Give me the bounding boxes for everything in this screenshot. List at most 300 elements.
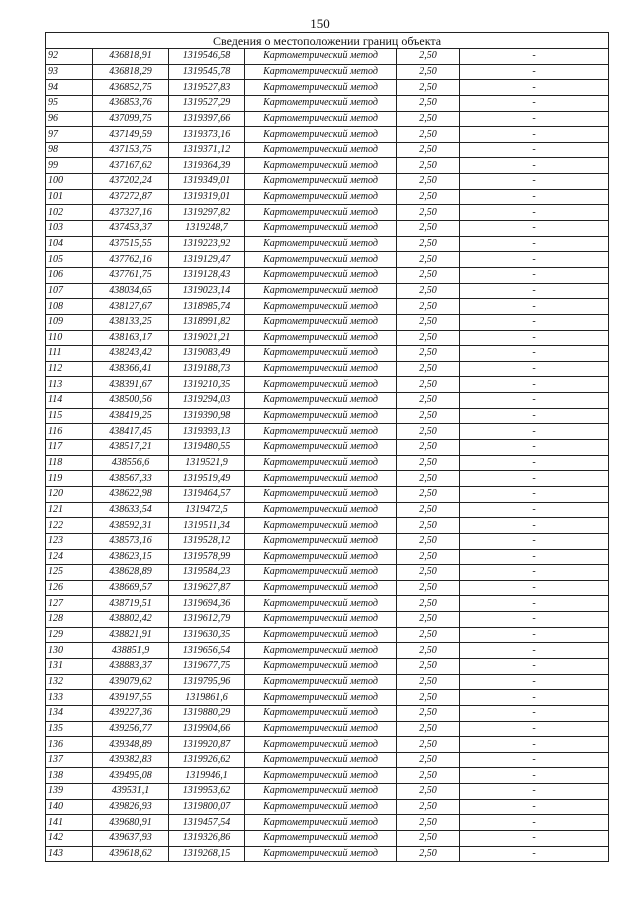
note-cell: - <box>460 236 609 252</box>
point-number-cell: 117 <box>46 440 93 456</box>
y-coordinate-cell: 1319297,82 <box>169 205 245 221</box>
point-number-cell: 122 <box>46 518 93 534</box>
y-coordinate-cell: 1319795,96 <box>169 674 245 690</box>
accuracy-cell: 2,50 <box>397 455 460 471</box>
x-coordinate-cell: 436853,76 <box>93 95 169 111</box>
y-coordinate-cell: 1319677,75 <box>169 658 245 674</box>
y-coordinate-cell: 1319223,92 <box>169 236 245 252</box>
point-number-cell: 92 <box>46 49 93 65</box>
accuracy-cell: 2,50 <box>397 815 460 831</box>
y-coordinate-cell: 1319464,57 <box>169 486 245 502</box>
x-coordinate-cell: 437762,16 <box>93 252 169 268</box>
table-title-row <box>46 33 609 49</box>
accuracy-cell: 2,50 <box>397 267 460 283</box>
method-cell: Картометрический метод <box>245 267 397 283</box>
point-number-cell: 118 <box>46 455 93 471</box>
point-number-cell: 136 <box>46 737 93 753</box>
accuracy-cell: 2,50 <box>397 831 460 847</box>
x-coordinate-cell: 438719,51 <box>93 596 169 612</box>
point-number-cell: 141 <box>46 815 93 831</box>
point-number-cell: 115 <box>46 408 93 424</box>
y-coordinate-cell: 1318991,82 <box>169 314 245 330</box>
accuracy-cell: 2,50 <box>397 80 460 96</box>
accuracy-cell: 2,50 <box>397 221 460 237</box>
x-coordinate-cell: 438573,16 <box>93 533 169 549</box>
point-number-cell: 113 <box>46 377 93 393</box>
accuracy-cell: 2,50 <box>397 549 460 565</box>
boundary-coordinates-table <box>45 32 609 862</box>
point-number-cell: 124 <box>46 549 93 565</box>
point-number-cell: 139 <box>46 784 93 800</box>
point-number-cell: 114 <box>46 393 93 409</box>
x-coordinate-cell: 438669,57 <box>93 580 169 596</box>
x-coordinate-cell: 438417,45 <box>93 424 169 440</box>
table-row <box>46 549 609 565</box>
accuracy-cell: 2,50 <box>397 377 460 393</box>
method-cell: Картометрический метод <box>245 768 397 784</box>
note-cell: - <box>460 314 609 330</box>
y-coordinate-cell: 1319472,5 <box>169 502 245 518</box>
y-coordinate-cell: 1318985,74 <box>169 299 245 315</box>
accuracy-cell: 2,50 <box>397 705 460 721</box>
y-coordinate-cell: 1319630,35 <box>169 627 245 643</box>
x-coordinate-cell: 439197,55 <box>93 690 169 706</box>
table-row <box>46 205 609 221</box>
note-cell: - <box>460 502 609 518</box>
method-cell: Картометрический метод <box>245 361 397 377</box>
y-coordinate-cell: 1319349,01 <box>169 174 245 190</box>
note-cell: - <box>460 455 609 471</box>
table-row <box>46 299 609 315</box>
table-row <box>46 784 609 800</box>
table-row <box>46 846 609 862</box>
y-coordinate-cell: 1319627,87 <box>169 580 245 596</box>
x-coordinate-cell: 438883,37 <box>93 658 169 674</box>
y-coordinate-cell: 1319397,66 <box>169 111 245 127</box>
note-cell: - <box>460 424 609 440</box>
table-row <box>46 533 609 549</box>
x-coordinate-cell: 437453,37 <box>93 221 169 237</box>
y-coordinate-cell: 1319904,66 <box>169 721 245 737</box>
method-cell: Картометрический метод <box>245 330 397 346</box>
method-cell: Картометрический метод <box>245 486 397 502</box>
x-coordinate-cell: 439079,62 <box>93 674 169 690</box>
y-coordinate-cell: 1319694,36 <box>169 596 245 612</box>
table-row <box>46 612 609 628</box>
accuracy-cell: 2,50 <box>397 486 460 502</box>
point-number-cell: 99 <box>46 158 93 174</box>
y-coordinate-cell: 1319129,47 <box>169 252 245 268</box>
x-coordinate-cell: 438623,15 <box>93 549 169 565</box>
method-cell: Картометрический метод <box>245 158 397 174</box>
y-coordinate-cell: 1319319,01 <box>169 189 245 205</box>
table-row <box>46 471 609 487</box>
accuracy-cell: 2,50 <box>397 768 460 784</box>
note-cell: - <box>460 846 609 862</box>
x-coordinate-cell: 439348,89 <box>93 737 169 753</box>
x-coordinate-cell: 438821,91 <box>93 627 169 643</box>
x-coordinate-cell: 438243,42 <box>93 346 169 362</box>
x-coordinate-cell: 439227,36 <box>93 705 169 721</box>
x-coordinate-cell: 438851,9 <box>93 643 169 659</box>
accuracy-cell: 2,50 <box>397 299 460 315</box>
point-number-cell: 95 <box>46 95 93 111</box>
x-coordinate-cell: 438419,25 <box>93 408 169 424</box>
table-row <box>46 455 609 471</box>
x-coordinate-cell: 438500,56 <box>93 393 169 409</box>
point-number-cell: 100 <box>46 174 93 190</box>
y-coordinate-cell: 1319584,23 <box>169 565 245 581</box>
point-number-cell: 130 <box>46 643 93 659</box>
table-row <box>46 565 609 581</box>
x-coordinate-cell: 438622,98 <box>93 486 169 502</box>
y-coordinate-cell: 1319926,62 <box>169 752 245 768</box>
table-row <box>46 690 609 706</box>
y-coordinate-cell: 1319578,99 <box>169 549 245 565</box>
note-cell: - <box>460 596 609 612</box>
point-number-cell: 102 <box>46 205 93 221</box>
point-number-cell: 94 <box>46 80 93 96</box>
point-number-cell: 138 <box>46 768 93 784</box>
x-coordinate-cell: 438628,89 <box>93 565 169 581</box>
note-cell: - <box>460 643 609 659</box>
table-row <box>46 596 609 612</box>
table-row <box>46 158 609 174</box>
x-coordinate-cell: 439618,62 <box>93 846 169 862</box>
method-cell: Картометрический метод <box>245 299 397 315</box>
method-cell: Картометрический метод <box>245 189 397 205</box>
note-cell: - <box>460 518 609 534</box>
note-cell: - <box>460 64 609 80</box>
point-number-cell: 129 <box>46 627 93 643</box>
x-coordinate-cell: 436818,29 <box>93 64 169 80</box>
x-coordinate-cell: 439680,91 <box>93 815 169 831</box>
y-coordinate-cell: 1319371,12 <box>169 142 245 158</box>
method-cell: Картометрический метод <box>245 393 397 409</box>
note-cell: - <box>460 80 609 96</box>
method-cell: Картометрический метод <box>245 690 397 706</box>
x-coordinate-cell: 438366,41 <box>93 361 169 377</box>
accuracy-cell: 2,50 <box>397 205 460 221</box>
table-row <box>46 314 609 330</box>
note-cell: - <box>460 49 609 65</box>
table-row <box>46 831 609 847</box>
table-row <box>46 142 609 158</box>
point-number-cell: 134 <box>46 705 93 721</box>
accuracy-cell: 2,50 <box>397 690 460 706</box>
method-cell: Картометрический метод <box>245 737 397 753</box>
note-cell: - <box>460 486 609 502</box>
y-coordinate-cell: 1319528,12 <box>169 533 245 549</box>
note-cell: - <box>460 221 609 237</box>
accuracy-cell: 2,50 <box>397 674 460 690</box>
table-row <box>46 502 609 518</box>
note-cell: - <box>460 158 609 174</box>
point-number-cell: 132 <box>46 674 93 690</box>
table-row <box>46 346 609 362</box>
accuracy-cell: 2,50 <box>397 752 460 768</box>
x-coordinate-cell: 437099,75 <box>93 111 169 127</box>
table-row <box>46 95 609 111</box>
accuracy-cell: 2,50 <box>397 95 460 111</box>
note-cell: - <box>460 205 609 221</box>
accuracy-cell: 2,50 <box>397 111 460 127</box>
accuracy-cell: 2,50 <box>397 158 460 174</box>
x-coordinate-cell: 438633,54 <box>93 502 169 518</box>
method-cell: Картометрический метод <box>245 49 397 65</box>
accuracy-cell: 2,50 <box>397 174 460 190</box>
note-cell: - <box>460 361 609 377</box>
point-number-cell: 108 <box>46 299 93 315</box>
point-number-cell: 121 <box>46 502 93 518</box>
y-coordinate-cell: 1319294,03 <box>169 393 245 409</box>
method-cell: Картометрический метод <box>245 721 397 737</box>
y-coordinate-cell: 1319364,39 <box>169 158 245 174</box>
point-number-cell: 131 <box>46 658 93 674</box>
accuracy-cell: 2,50 <box>397 49 460 65</box>
method-cell: Картометрический метод <box>245 674 397 690</box>
point-number-cell: 112 <box>46 361 93 377</box>
note-cell: - <box>460 533 609 549</box>
method-cell: Картометрический метод <box>245 831 397 847</box>
note-cell: - <box>460 580 609 596</box>
point-number-cell: 127 <box>46 596 93 612</box>
y-coordinate-cell: 1319880,29 <box>169 705 245 721</box>
note-cell: - <box>460 299 609 315</box>
note-cell: - <box>460 752 609 768</box>
page-number: 150 <box>310 16 330 31</box>
x-coordinate-cell: 437167,62 <box>93 158 169 174</box>
y-coordinate-cell: 1319511,34 <box>169 518 245 534</box>
table-row <box>46 408 609 424</box>
note-cell: - <box>460 815 609 831</box>
x-coordinate-cell: 437515,55 <box>93 236 169 252</box>
point-number-cell: 104 <box>46 236 93 252</box>
x-coordinate-cell: 437153,75 <box>93 142 169 158</box>
accuracy-cell: 2,50 <box>397 424 460 440</box>
method-cell: Картометрический метод <box>245 846 397 862</box>
note-cell: - <box>460 174 609 190</box>
point-number-cell: 116 <box>46 424 93 440</box>
point-number-cell: 143 <box>46 846 93 862</box>
method-cell: Картометрический метод <box>245 440 397 456</box>
table-row <box>46 580 609 596</box>
method-cell: Картометрический метод <box>245 658 397 674</box>
table-row <box>46 267 609 283</box>
y-coordinate-cell: 1319800,07 <box>169 799 245 815</box>
x-coordinate-cell: 438163,17 <box>93 330 169 346</box>
y-coordinate-cell: 1319373,16 <box>169 127 245 143</box>
accuracy-cell: 2,50 <box>397 346 460 362</box>
accuracy-cell: 2,50 <box>397 533 460 549</box>
x-coordinate-cell: 436852,75 <box>93 80 169 96</box>
note-cell: - <box>460 267 609 283</box>
x-coordinate-cell: 439826,93 <box>93 799 169 815</box>
accuracy-cell: 2,50 <box>397 471 460 487</box>
table-row <box>46 643 609 659</box>
note-cell: - <box>460 674 609 690</box>
point-number-cell: 101 <box>46 189 93 205</box>
point-number-cell: 111 <box>46 346 93 362</box>
point-number-cell: 109 <box>46 314 93 330</box>
note-cell: - <box>460 471 609 487</box>
accuracy-cell: 2,50 <box>397 721 460 737</box>
table-row <box>46 424 609 440</box>
y-coordinate-cell: 1319210,35 <box>169 377 245 393</box>
table-row <box>46 518 609 534</box>
method-cell: Картометрический метод <box>245 784 397 800</box>
x-coordinate-cell: 439256,77 <box>93 721 169 737</box>
method-cell: Картометрический метод <box>245 80 397 96</box>
method-cell: Картометрический метод <box>245 518 397 534</box>
point-number-cell: 135 <box>46 721 93 737</box>
y-coordinate-cell: 1319128,43 <box>169 267 245 283</box>
accuracy-cell: 2,50 <box>397 440 460 456</box>
table-row <box>46 49 609 65</box>
method-cell: Картометрический метод <box>245 252 397 268</box>
table-row <box>46 236 609 252</box>
accuracy-cell: 2,50 <box>397 142 460 158</box>
table-row <box>46 705 609 721</box>
note-cell: - <box>460 393 609 409</box>
note-cell: - <box>460 705 609 721</box>
point-number-cell: 107 <box>46 283 93 299</box>
table-row <box>46 721 609 737</box>
y-coordinate-cell: 1319545,78 <box>169 64 245 80</box>
table-row <box>46 330 609 346</box>
note-cell: - <box>460 127 609 143</box>
note-cell: - <box>460 189 609 205</box>
point-number-cell: 106 <box>46 267 93 283</box>
table-row <box>46 283 609 299</box>
method-cell: Картометрический метод <box>245 408 397 424</box>
table-row <box>46 815 609 831</box>
note-cell: - <box>460 784 609 800</box>
accuracy-cell: 2,50 <box>397 643 460 659</box>
note-cell: - <box>460 737 609 753</box>
point-number-cell: 125 <box>46 565 93 581</box>
table-row <box>46 768 609 784</box>
y-coordinate-cell: 1319480,55 <box>169 440 245 456</box>
table-row <box>46 127 609 143</box>
note-cell: - <box>460 142 609 158</box>
x-coordinate-cell: 437149,59 <box>93 127 169 143</box>
point-number-cell: 128 <box>46 612 93 628</box>
note-cell: - <box>460 377 609 393</box>
accuracy-cell: 2,50 <box>397 580 460 596</box>
method-cell: Картометрический метод <box>245 471 397 487</box>
table-row <box>46 111 609 127</box>
point-number-cell: 105 <box>46 252 93 268</box>
y-coordinate-cell: 1319946,1 <box>169 768 245 784</box>
method-cell: Картометрический метод <box>245 799 397 815</box>
table-row <box>46 440 609 456</box>
table-row <box>46 737 609 753</box>
x-coordinate-cell: 437272,87 <box>93 189 169 205</box>
method-cell: Картометрический метод <box>245 752 397 768</box>
x-coordinate-cell: 437202,24 <box>93 174 169 190</box>
accuracy-cell: 2,50 <box>397 408 460 424</box>
method-cell: Картометрический метод <box>245 377 397 393</box>
table-row <box>46 393 609 409</box>
accuracy-cell: 2,50 <box>397 64 460 80</box>
note-cell: - <box>460 658 609 674</box>
table-row <box>46 252 609 268</box>
accuracy-cell: 2,50 <box>397 393 460 409</box>
method-cell: Картометрический метод <box>245 580 397 596</box>
x-coordinate-cell: 438133,25 <box>93 314 169 330</box>
point-number-cell: 142 <box>46 831 93 847</box>
y-coordinate-cell: 1319390,98 <box>169 408 245 424</box>
method-cell: Картометрический метод <box>245 205 397 221</box>
y-coordinate-cell: 1319457,54 <box>169 815 245 831</box>
table-row <box>46 221 609 237</box>
method-cell: Картометрический метод <box>245 424 397 440</box>
note-cell: - <box>460 346 609 362</box>
table-row <box>46 80 609 96</box>
table-row <box>46 64 609 80</box>
method-cell: Картометрический метод <box>245 455 397 471</box>
point-number-cell: 103 <box>46 221 93 237</box>
y-coordinate-cell: 1319612,79 <box>169 612 245 628</box>
accuracy-cell: 2,50 <box>397 565 460 581</box>
method-cell: Картометрический метод <box>245 127 397 143</box>
point-number-cell: 140 <box>46 799 93 815</box>
y-coordinate-cell: 1319519,49 <box>169 471 245 487</box>
table-row <box>46 189 609 205</box>
x-coordinate-cell: 439495,08 <box>93 768 169 784</box>
method-cell: Картометрический метод <box>245 596 397 612</box>
method-cell: Картометрический метод <box>245 283 397 299</box>
note-cell: - <box>460 565 609 581</box>
x-coordinate-cell: 438127,67 <box>93 299 169 315</box>
method-cell: Картометрический метод <box>245 174 397 190</box>
method-cell: Картометрический метод <box>245 236 397 252</box>
x-coordinate-cell: 438556,6 <box>93 455 169 471</box>
y-coordinate-cell: 1319083,49 <box>169 346 245 362</box>
note-cell: - <box>460 549 609 565</box>
table-row <box>46 674 609 690</box>
point-number-cell: 96 <box>46 111 93 127</box>
x-coordinate-cell: 438567,33 <box>93 471 169 487</box>
method-cell: Картометрический метод <box>245 346 397 362</box>
x-coordinate-cell: 438034,65 <box>93 283 169 299</box>
accuracy-cell: 2,50 <box>397 784 460 800</box>
x-coordinate-cell: 438517,21 <box>93 440 169 456</box>
table-row <box>46 658 609 674</box>
accuracy-cell: 2,50 <box>397 283 460 299</box>
y-coordinate-cell: 1319393,13 <box>169 424 245 440</box>
method-cell: Картометрический метод <box>245 64 397 80</box>
y-coordinate-cell: 1319953,62 <box>169 784 245 800</box>
note-cell: - <box>460 440 609 456</box>
note-cell: - <box>460 283 609 299</box>
y-coordinate-cell: 1319021,21 <box>169 330 245 346</box>
table-title: Сведения о местоположении границ объекта <box>46 33 609 49</box>
x-coordinate-cell: 438592,31 <box>93 518 169 534</box>
point-number-cell: 110 <box>46 330 93 346</box>
accuracy-cell: 2,50 <box>397 518 460 534</box>
x-coordinate-cell: 438391,67 <box>93 377 169 393</box>
accuracy-cell: 2,50 <box>397 314 460 330</box>
accuracy-cell: 2,50 <box>397 799 460 815</box>
table-row <box>46 627 609 643</box>
accuracy-cell: 2,50 <box>397 627 460 643</box>
point-number-cell: 98 <box>46 142 93 158</box>
table-body <box>46 49 609 862</box>
accuracy-cell: 2,50 <box>397 361 460 377</box>
x-coordinate-cell: 436818,91 <box>93 49 169 65</box>
